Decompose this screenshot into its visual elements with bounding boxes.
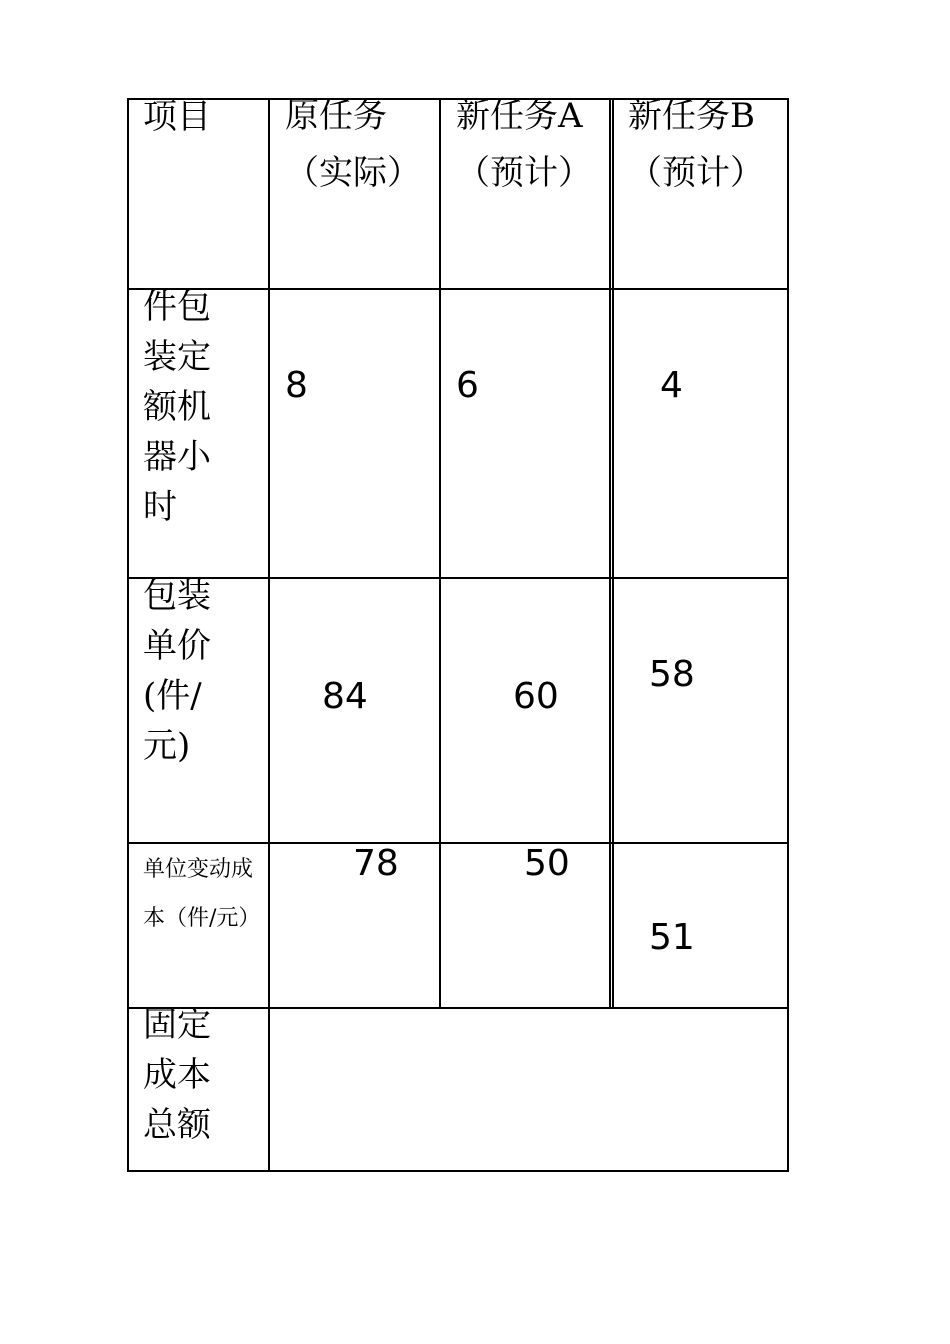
row-label-fixed-cost-total: 固定成本总额	[143, 1005, 211, 1145]
row-label-unit-price: 包装单价(件/元)	[143, 576, 211, 766]
cell-original-unit-price: 84	[322, 676, 368, 717]
row-label-machine-hours: 件包装定额机器小时	[143, 287, 211, 527]
cell-new-b-unit-price: 58	[649, 654, 695, 695]
row-divider	[127, 842, 789, 844]
column-divider	[439, 98, 441, 1009]
cell-new-b-unit-variable-cost: 51	[649, 917, 695, 958]
row-label-unit-variable-cost: 单位变动成本（件/元）	[143, 857, 261, 931]
header-original-task: 原任务（实际）	[285, 96, 421, 193]
cell-original-unit-variable-cost: 78	[353, 843, 399, 884]
cell-new-a-unit-variable-cost: 50	[524, 843, 570, 884]
table-border-bottom	[127, 1170, 789, 1172]
cell-new-b-machine-hours: 4	[660, 365, 683, 406]
table-border-right	[787, 98, 789, 1172]
header-item: 项目	[143, 97, 211, 137]
table-border-left	[127, 98, 129, 1172]
header-new-task-a: 新任务A （预计）	[456, 96, 592, 193]
column-divider	[609, 98, 611, 1009]
column-divider	[612, 98, 614, 1009]
header-new-task-b: 新任务B（预计）	[628, 96, 764, 193]
row-divider	[127, 577, 789, 579]
cell-new-a-machine-hours: 6	[456, 365, 479, 406]
cell-new-a-unit-price: 60	[513, 676, 559, 717]
column-divider	[268, 98, 270, 1172]
cell-original-machine-hours: 8	[285, 365, 308, 406]
